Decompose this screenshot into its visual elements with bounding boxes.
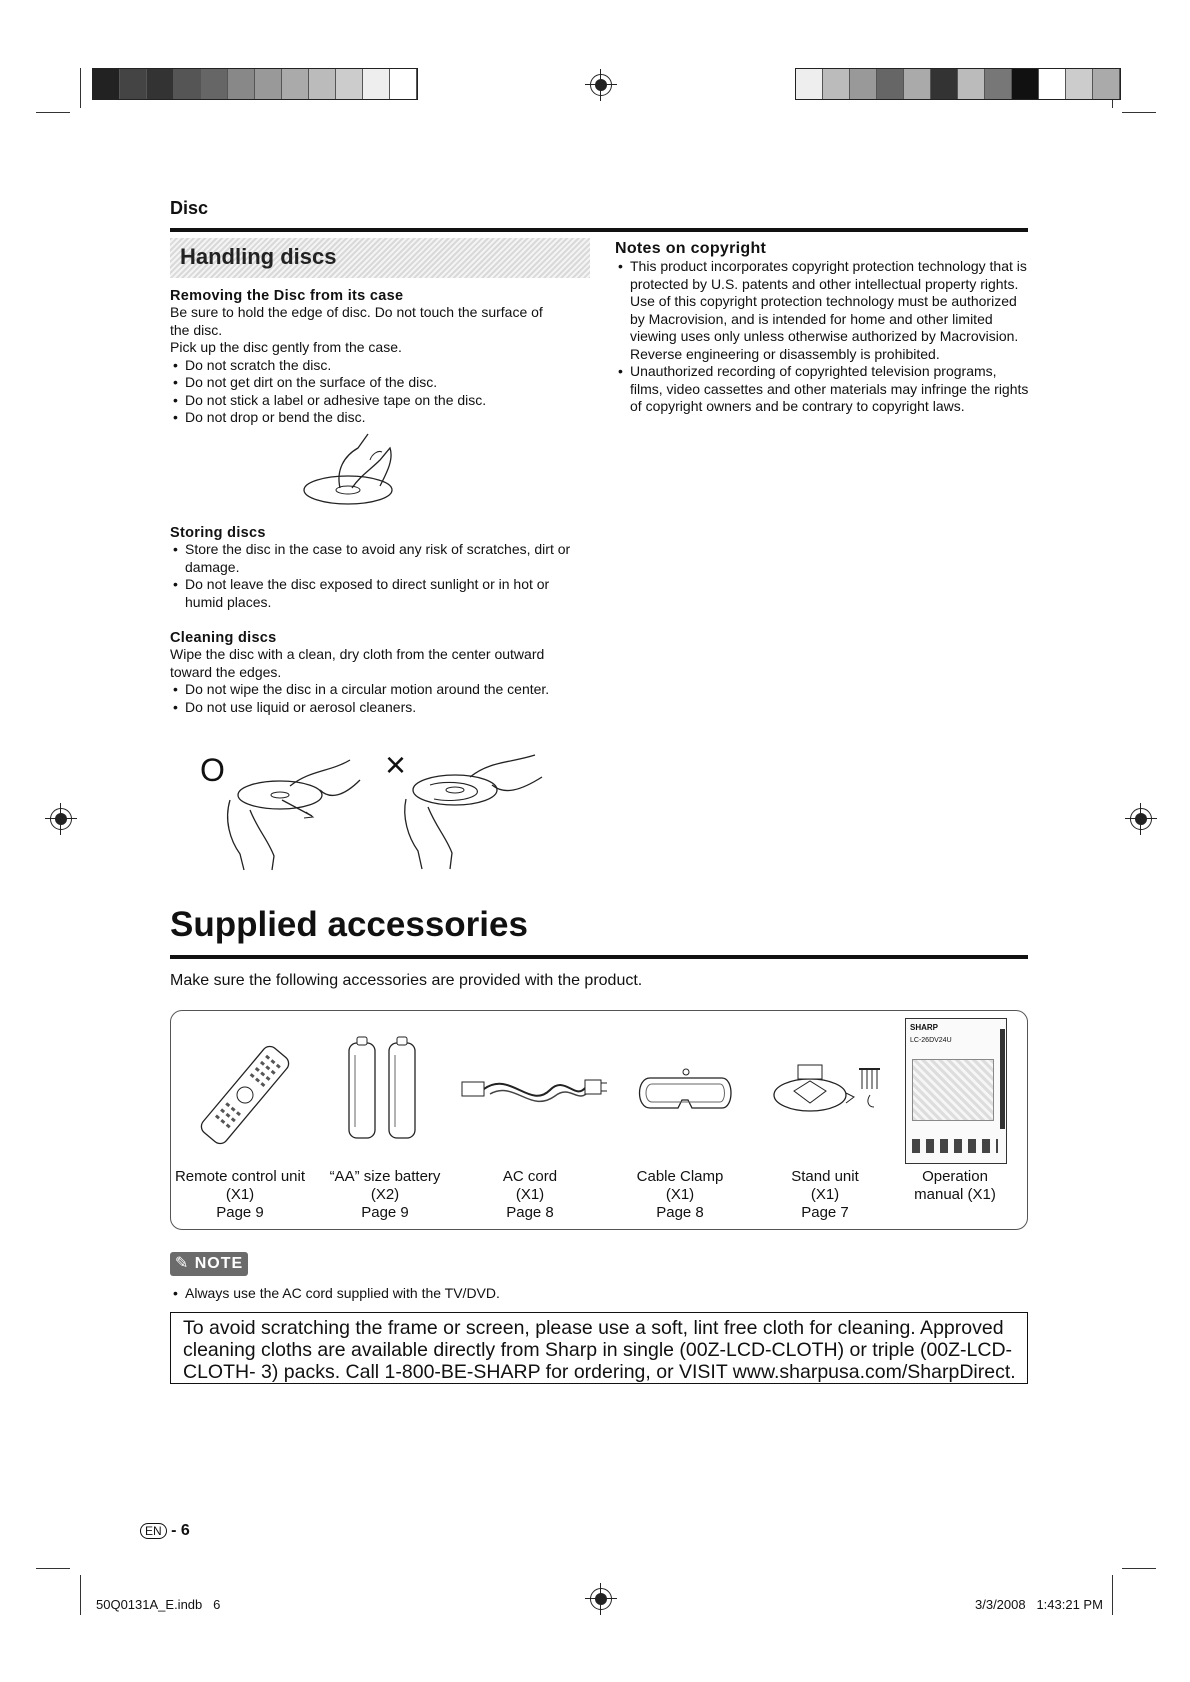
cleaning-line: toward the edges.	[170, 663, 282, 680]
cleaning-notice-line: CLOTH- 3) packs. Call 1-800-BE-SHARP for ordering, or VISIT www.sharpusa.com/SharpDirect.	[183, 1361, 1016, 1383]
accessory-label	[310, 1168, 460, 1222]
accessory-name: Remote control unit	[174, 1168, 306, 1185]
copyright-block	[615, 240, 1030, 416]
accessory-qty: (X1)	[225, 1186, 255, 1203]
accessory-label	[165, 1168, 315, 1222]
remote-control-icon	[200, 1040, 290, 1150]
note-bullet: • Always use the AC cord supplied with the TV/DVD.	[170, 1285, 970, 1303]
page-number-text: - 6	[171, 1522, 190, 1539]
accessory-qty: (X1)	[665, 1186, 695, 1203]
accessory-page: Page 9	[361, 1204, 409, 1221]
cleaning-bullet: • Do not wipe the disc in a circular motion around the center.	[170, 681, 590, 699]
stand-unit-icon	[770, 1055, 890, 1125]
correct-wiping-illustration	[220, 760, 370, 870]
removing-line: the disc.	[170, 321, 223, 338]
removing-block	[170, 288, 590, 427]
removing-bullet: • Do not get dirt on the surface of the disc.	[170, 374, 590, 392]
cleaning-notice-line: To avoid scratching the frame or screen, please use a soft, lint free cloth for cleaning. Approved	[183, 1317, 1004, 1339]
crop-mark	[1112, 1575, 1113, 1615]
manual-model: LC-26DV24U	[910, 1037, 952, 1044]
section-rule	[170, 228, 1028, 232]
accessory-name: AC cord	[502, 1168, 558, 1185]
disc-handling-illustration	[300, 430, 400, 510]
crop-mark	[80, 68, 81, 108]
cable-clamp-icon	[630, 1058, 740, 1128]
crop-mark	[36, 112, 70, 113]
removing-bullet: • Do not stick a label or adhesive tape on the disc.	[170, 392, 590, 410]
removing-bullet: • Do not scratch the disc.	[170, 357, 590, 375]
language-badge: EN	[140, 1523, 167, 1539]
cleaning-line: Wipe the disc with a clean, dry cloth from the center outward	[170, 646, 545, 662]
storing-bullet: • Do not leave the disc exposed to direct sunlight or in hot or humid places.	[170, 576, 590, 611]
accessory-page: Page 8	[506, 1204, 554, 1221]
accessories-rule	[170, 955, 1028, 959]
storing-title: Storing discs	[170, 525, 266, 541]
operation-manual-image	[905, 1018, 1007, 1164]
removing-bullet: • Do not drop or bend the disc.	[170, 409, 590, 427]
ac-cord-icon	[460, 1060, 605, 1115]
crop-mark	[1122, 1568, 1156, 1569]
accessory-label	[455, 1168, 605, 1222]
accessory-qty: (X1)	[810, 1186, 840, 1203]
cleaning-notice-line: cleaning cloths are available directly from Sharp in single (00Z-LCD-CLOTH) or triple (00Z-LCD-	[183, 1339, 1013, 1361]
color-bar-right	[795, 68, 1121, 100]
color-bar-left	[92, 68, 418, 100]
accessory-label	[605, 1168, 755, 1222]
cleaning-block	[170, 630, 590, 716]
note-list	[170, 1285, 970, 1303]
file-name: 50Q0131A_E.indb 6	[96, 1597, 221, 1612]
crop-mark	[1122, 112, 1156, 113]
accessory-label	[750, 1168, 900, 1222]
removing-line: Be sure to hold the edge of disc. Do not touch the surface of	[170, 304, 543, 320]
accessories-intro: Make sure the following accessories are provided with the product.	[170, 972, 643, 989]
note-badge	[170, 1252, 248, 1276]
registration-target-icon	[590, 1588, 612, 1610]
accessory-qty: manual (X1)	[914, 1186, 996, 1203]
removing-title: Removing the Disc from its case	[170, 288, 404, 304]
incorrect-wiping-illustration	[400, 755, 550, 870]
copyright-bullet: • This product incorporates copyright protection technology that is protected by U.S. patents and other intellectual property rights. Use of this copyright protection technology must be authorized by Macrovision, and is intended for home and other limited viewing uses only unless otherwise authorized by Macrovision. Reverse engineering or disassembly is prohibited.	[615, 258, 1030, 363]
accessory-page: Page 9	[216, 1204, 264, 1221]
crop-mark	[36, 1568, 70, 1569]
ng-mark: ×	[385, 744, 407, 785]
page-number	[140, 1522, 190, 1540]
section-title: Disc	[170, 198, 209, 218]
accessory-qty: (X1)	[515, 1186, 545, 1203]
manual-logos	[912, 1139, 998, 1153]
accessory-page: Page 7	[801, 1204, 849, 1221]
accessory-name: “AA” size battery	[329, 1168, 441, 1185]
storing-bullet: • Store the disc in the case to avoid any risk of scratches, dirt or damage.	[170, 541, 590, 576]
manual-side-tab	[1000, 1029, 1005, 1129]
copyright-bullet: • Unauthorized recording of copyrighted television programs, films, video cassettes and other materials may infringe the rights of copyright owners and be contrary to copyright laws.	[615, 363, 1030, 416]
ok-mark: O	[200, 752, 225, 788]
registration-target-icon	[50, 808, 72, 830]
cleaning-bullet: • Do not use liquid or aerosol cleaners.	[170, 699, 590, 717]
registration-target-icon	[1130, 808, 1152, 830]
print-timestamp: 3/3/2008 1:43:21 PM	[975, 1597, 1103, 1612]
handling-discs-heading	[170, 238, 590, 278]
battery-icon	[345, 1035, 425, 1140]
accessory-name: Stand unit	[791, 1168, 859, 1185]
copyright-title: Notes on copyright	[615, 240, 767, 257]
note-label: NOTE	[194, 1255, 244, 1272]
note-icon: ✎	[174, 1255, 190, 1272]
registration-target-icon	[590, 74, 612, 96]
manual-brand: SHARP	[910, 1023, 939, 1032]
handling-discs-label: Handling discs	[180, 244, 337, 269]
accessory-qty: (X2)	[370, 1186, 400, 1203]
accessory-name: Cable Clamp	[636, 1168, 724, 1185]
accessory-label	[880, 1168, 1030, 1204]
cleaning-title: Cleaning discs	[170, 630, 277, 646]
manual-tv-picture	[912, 1059, 994, 1121]
storing-block	[170, 525, 590, 611]
removing-line: Pick up the disc gently from the case.	[170, 339, 402, 355]
cleaning-notice-box	[170, 1312, 1028, 1384]
crop-mark	[80, 1575, 81, 1615]
accessories-title: Supplied accessories	[170, 905, 528, 944]
accessory-page: Page 8	[656, 1204, 704, 1221]
accessory-name: Operation	[922, 1168, 988, 1185]
